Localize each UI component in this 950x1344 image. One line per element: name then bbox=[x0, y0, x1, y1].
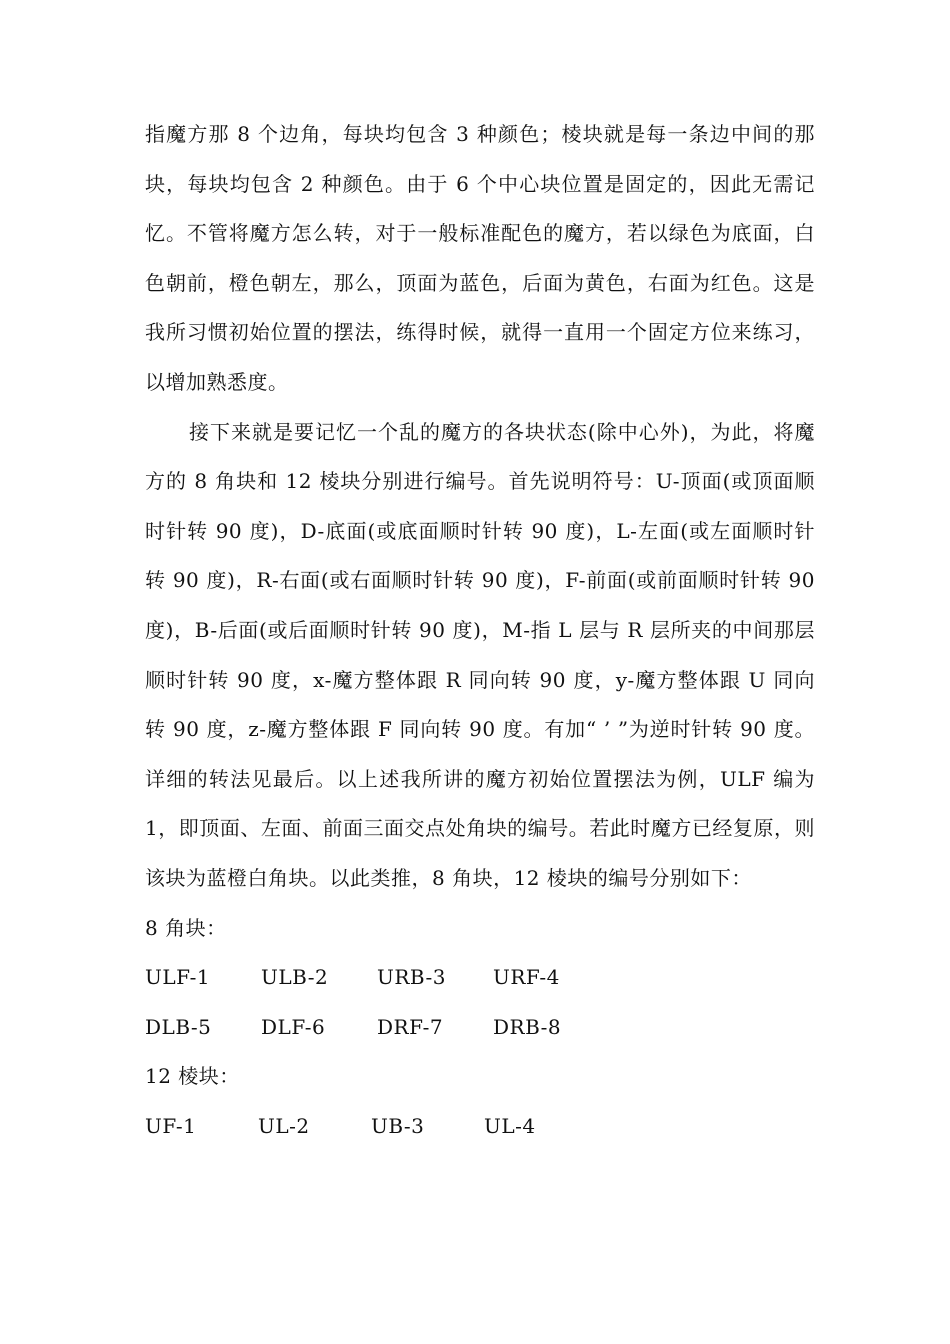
corner-code: URF-4 bbox=[493, 965, 560, 990]
edge-heading: 12 棱块： bbox=[145, 1064, 240, 1089]
corner-heading: 8 角块： bbox=[145, 915, 227, 940]
corner-code: DLF-6 bbox=[261, 1014, 326, 1039]
paragraph-color-scheme: 指魔方那 8 个边角，每块均包含 3 种颜色；棱块就是每一条边中间的那块，每块均包含 2 种颜色。由于 6 个中心块位置是固定的，因此无需记忆。不管将魔方怎么转，对于一般标准配色的魔方，若以绿色为底面，白色朝前，橙色朝左，那么，顶面为蓝色，后面为黄色，右面为红色。这是我所习惯初始位置的摆法，练得时候，就得一直用一个固定方位来练习，以增加熟悉度。 bbox=[145, 122, 815, 394]
document-body bbox=[145, 110, 815, 1151]
corner-code: URB-3 bbox=[377, 965, 446, 990]
corner-code: DRB-8 bbox=[493, 1014, 562, 1039]
corner-row bbox=[145, 1003, 815, 1053]
edge-code: UL-4 bbox=[484, 1113, 536, 1138]
corner-code: DRF-7 bbox=[377, 1014, 444, 1039]
paragraph-notation: 接下来就是要记忆一个乱的魔方的各块状态(除中心外)，为此，将魔方的 8 角块和 12 棱块分别进行编号。首先说明符号：U-顶面(或顶面顺时针转 90 度)，D-底面(或底面顺时针转 90 度)，L-左面(或左面顺时针转 90 度)，R-右面(或右面顺时针转 90 度)，F-前面(或前面顺时针转 90 度)，B-后面(或后面顺时针转 90 度)，M-指 L 层与 R 层所夹的中间那层顺时针转 90 度，x-魔方整体跟 R 同向转 90 度，y-魔方整体跟 U 同向转 90 度，z-魔方整体跟 F 同向转 90 度。有加“ ’ ”为逆时针转 90 度。详细的转法见最后。以上述我所讲的魔方初始位置摆法为例，ULF 编为 1，即顶面、左面、前面三面交点处角块的编号。若此时魔方已经复原，则该块为蓝橙白角块。以此类推，8 角块，12 棱块的编号分别如下： bbox=[145, 419, 815, 890]
corner-row bbox=[145, 953, 815, 1003]
edge-code: UF-1 bbox=[145, 1113, 197, 1138]
edge-code: UB-3 bbox=[371, 1113, 425, 1138]
edge-code: UL-2 bbox=[258, 1113, 310, 1138]
corner-code: DLB-5 bbox=[145, 1014, 212, 1039]
corner-code: ULB-2 bbox=[261, 965, 329, 990]
edge-row bbox=[145, 1102, 815, 1152]
corner-code: ULF-1 bbox=[145, 965, 211, 990]
